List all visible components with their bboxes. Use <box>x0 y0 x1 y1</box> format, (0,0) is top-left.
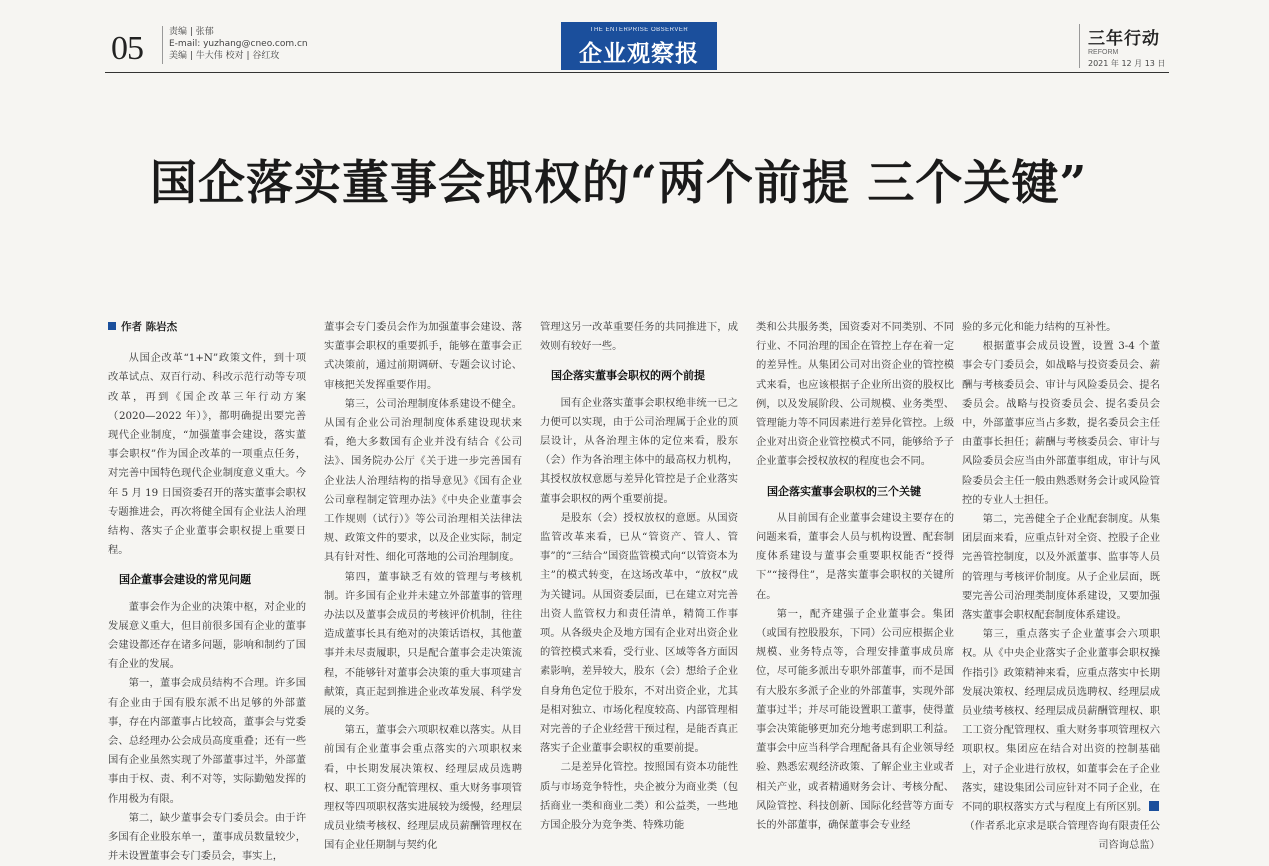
editor-line: 责编 | 张郁 <box>169 27 214 37</box>
section-title: 三年行动 <box>1088 29 1160 49</box>
paragraph: 根据董事会成员设置，设置 3-4 个董事会专门委员会，如战略与投资委员会、薪酬与考核委员会、审计与风险委员会、提名委员会。战略与投资委员会、提名委员会中，外部董事应当占多数，提名委员会主任由董事长担任；薪酬与考核委员会、审计与风险委员会应当由外部董事组成，审计与风险委员会主任一般由熟悉财务会计或风险管控的专业人士担任。 <box>962 340 1160 506</box>
article-column-2 <box>324 318 522 856</box>
paragraph: 从国企改革“1+N”政策文件，到十项改革试点、双百行动、科改示范行动等专项改革，再到《国企改革三年行动方案（2020—2022 年）》，都明确提出要完善现代企业制度，“加强董事会建设，落实董事会职权”作为国企改革的一项重点任务，对完善中国特色现代企业制度意义重大。今年 5 月 19 日国资委召开的落实董事会职权专题推进会，再次将健全国有企业法人治理结构、落实子企业董事会职权提上重要日程。 <box>108 352 306 557</box>
author-source: （作者系北京求是联合管理咨询有限责任公司咨询总监） <box>964 820 1160 852</box>
paragraph-text: 第三，重点落实子企业董事会六项职权。从《中央企业落实子企业董事会职权操作指引》政策精神来看，应重点落实中长期发展决策权、经理层成员选聘权、经理层成员业绩考核权、经理层成员薪酬管理权、职工工资分配管理权、重大财务事项管理权六项职权。集团应在结合对出资的控制基础上，对子企业进行放权，如董事会在子企业落实，建设集团公司应针对不同子企业，在不同的职权落实方式与程度上有所区别。 <box>962 628 1160 814</box>
author-byline <box>108 318 306 337</box>
paragraph: 验的多元化和能力结构的互补性。 <box>962 321 1117 333</box>
paragraph: 董事会作为企业的决策中枢，对企业的发展意义重大，但目前很多国有企业的董事会建设都还存在诸多问题，影响和制约了国有企业的发展。 <box>108 600 306 671</box>
end-mark-icon <box>1149 801 1159 811</box>
paragraph <box>962 625 1160 817</box>
issue-date: 2021 年 12 月 13 日 <box>1088 59 1166 68</box>
article-column-1 <box>108 318 306 866</box>
newspaper-logo <box>561 22 717 70</box>
subheading: 国企董事会建设的常见问题 <box>119 573 251 587</box>
paragraph: 第五，董事会六项职权难以落实。从目前国有企业董事会重点落实的六项职权来看，中长期发展决策权、经理层成员选聘权、职工工资分配管理权、重大财务事项管理权等四项职权落实进展较为缓慢，经理层成员业绩考核权、经理层成员薪酬管理权在国有企业任期制与契约化 <box>324 724 522 852</box>
paragraph: 董事会专门委员会作为加强董事会建设、落实董事会职权的重要抓手，能够在董事会正式决策前，通过前期调研、专题会议讨论、审核把关发挥重要作用。 <box>324 321 522 391</box>
masthead-rule <box>105 72 1169 73</box>
paragraph: 第二，缺少董事会专门委员会。由于许多国有企业股东单一，董事成员数量较少，并未设置董事会专门委员会，事实上， <box>108 811 306 863</box>
paragraph: 类和公共服务类，国资委对不同类别、不同行业、不同治理的国企在管控上存在着一定的差异性。从集团公司对出资企业的管控模式来看，也应该根据子企业所出资的股权比例，以及发展阶段、公司规模、业务类型、管理能力等不同因素进行差异化管控。上级企业对出资企业管控模式不同，能够给予子企业董事会授权放权的程度也会不同。 <box>756 321 954 468</box>
paragraph: 第一，董事会成员结构不合理。许多国有企业由于国有股东派不出足够的外部董事，存在内部董事占比较高，董事会与党委会、总经理办公会成员高度重叠；还有一些国有企业虽然实现了外部董事过半，外部董事由于权、责、利不对等，实际勤勉发挥的作用极为有限。 <box>108 677 306 805</box>
subheading: 国企落实董事会职权的两个前提 <box>551 369 705 383</box>
subheading: 国企落实董事会职权的三个关键 <box>767 484 921 498</box>
article-headline: 国企落实董事会职权的“两个前提 三个关键” <box>150 156 1088 211</box>
logo-chinese: 企业观察报 <box>579 40 699 67</box>
paragraph: 是股东（会）授权放权的意愿。从国资监管改革来看，已从“管资产、管人、管事”的“三结合”国资监管模式向“以管资本为主”的模式转变，在这场改革中，“放权”成为关键词。从国资委层面，已在建立对完善出资人监管权力和责任清单，精简工作事项。从各级央企及地方国有企业对出资企业的管控模式来看，受行业、区域等各方面因素影响，差异较大，股东（会）想给子企业自身角色定位于股东，不对出资企业，尤其是相对独立、市场化程度较高、内部管理相对完善的子企业经营干预过程，是能否真正落实子企业董事会职权的重要前提。 <box>540 511 738 755</box>
section-english: REFORM <box>1088 49 1119 56</box>
author-name: 作者 陈岩杰 <box>121 321 178 333</box>
paragraph: 第四，董事缺乏有效的管理与考核机制。许多国有企业并未建立外部董事的管理办法以及董事会成员的考核评价机制，往往造成董事长具有绝对的决策话语权，其他董事并未尽责履职，只是配合董事会走决策流程，不能够针对董事会决策的重大事项建言献策，真正起到推进企业改革发展、科学发展的义务。 <box>324 570 522 718</box>
section-label <box>1079 24 1169 68</box>
editor-email: E-mail: yuzhang@cneo.com.cn <box>169 39 308 49</box>
paragraph: 第一，配齐建强子企业董事会。集团（或国有控股股东，下同）公司应根据企业规模、业务特点等，合理安排董事成员席位，尽可能多派出专职外部董事，而不是国有大股东多派子企业的外部董事，实现外部董事过半；并尽可能设置职工董事，使得董事会决策能够更加充分地考虑到职工利益。董事会中应当科学合理配备具有企业领导经验、熟悉宏观经济政策、了解企业主业或者相关产业，或者精通财务会计、考核分配、风险管控、科技创新、国际化经营等方面专长的外部董事，确保董事会专业经 <box>756 607 954 832</box>
paragraph: 第三，公司治理制度体系建设不健全。从国有企业公司治理制度体系建设现状来看，绝大多数国有企业并没有结合《公司法》、国务院办公厅《关于进一步完善国有企业法人治理结构的指导意见》《国有企业公司章程制定管理办法》《中央企业董事会工作规则（试行）》等公司治理相关法律法规、政策文件的要求，以及企业实际，制定具有针对性、细化可落地的公司治理制度。 <box>324 397 522 564</box>
paragraph: 第二，完善健全子企业配套制度。从集团层面来看，应重点针对全资、控股子企业完善管控制度，以及外派董事、监事等人员的管理与考核评价制度。从子企业层面，既要完善公司治理类制度体系建设，又要加强落实董事会职权配套制度体系建设。 <box>962 513 1160 622</box>
paragraph: 从目前国有企业董事会建设主要存在的问题来看，董事会人员与机构设置、配套制度体系建设与董事会重要职权能否“授得下”“接得住”，是落实董事会职权的关键所在。 <box>756 511 954 601</box>
article-column-4 <box>756 318 954 835</box>
design-line: 美编 | 牛大伟 校对 | 谷红玫 <box>169 51 280 61</box>
article-column-5 <box>962 318 1160 856</box>
editor-credits <box>162 26 402 64</box>
page-number: 05 <box>111 30 143 67</box>
article-column-3 <box>540 318 738 835</box>
masthead <box>105 20 1169 70</box>
paragraph: 管理这另一改革重要任务的共同推进下，成效则有较好一些。 <box>540 321 738 353</box>
byline-square-icon <box>108 322 116 330</box>
paragraph: 二是差异化管控。按照国有资本功能性质与市场竞争特性，央企被分为商业类（包括商业一类和商业二类）和公益类，一些地方国企股分为竞争类、特殊功能 <box>540 761 738 832</box>
paragraph: 国有企业落实董事会职权绝非统一已之力便可以实现，由于公司治理属于企业的顶层设计，从各治理主体的定位来看，股东（会）作为各治理主体中的最高权力机构，其授权放权意愿与差异化管控是子企业落实董事会职权的两个重要前提。 <box>540 396 738 505</box>
logo-english: THE ENTERPRISE OBSERVER <box>589 27 689 33</box>
